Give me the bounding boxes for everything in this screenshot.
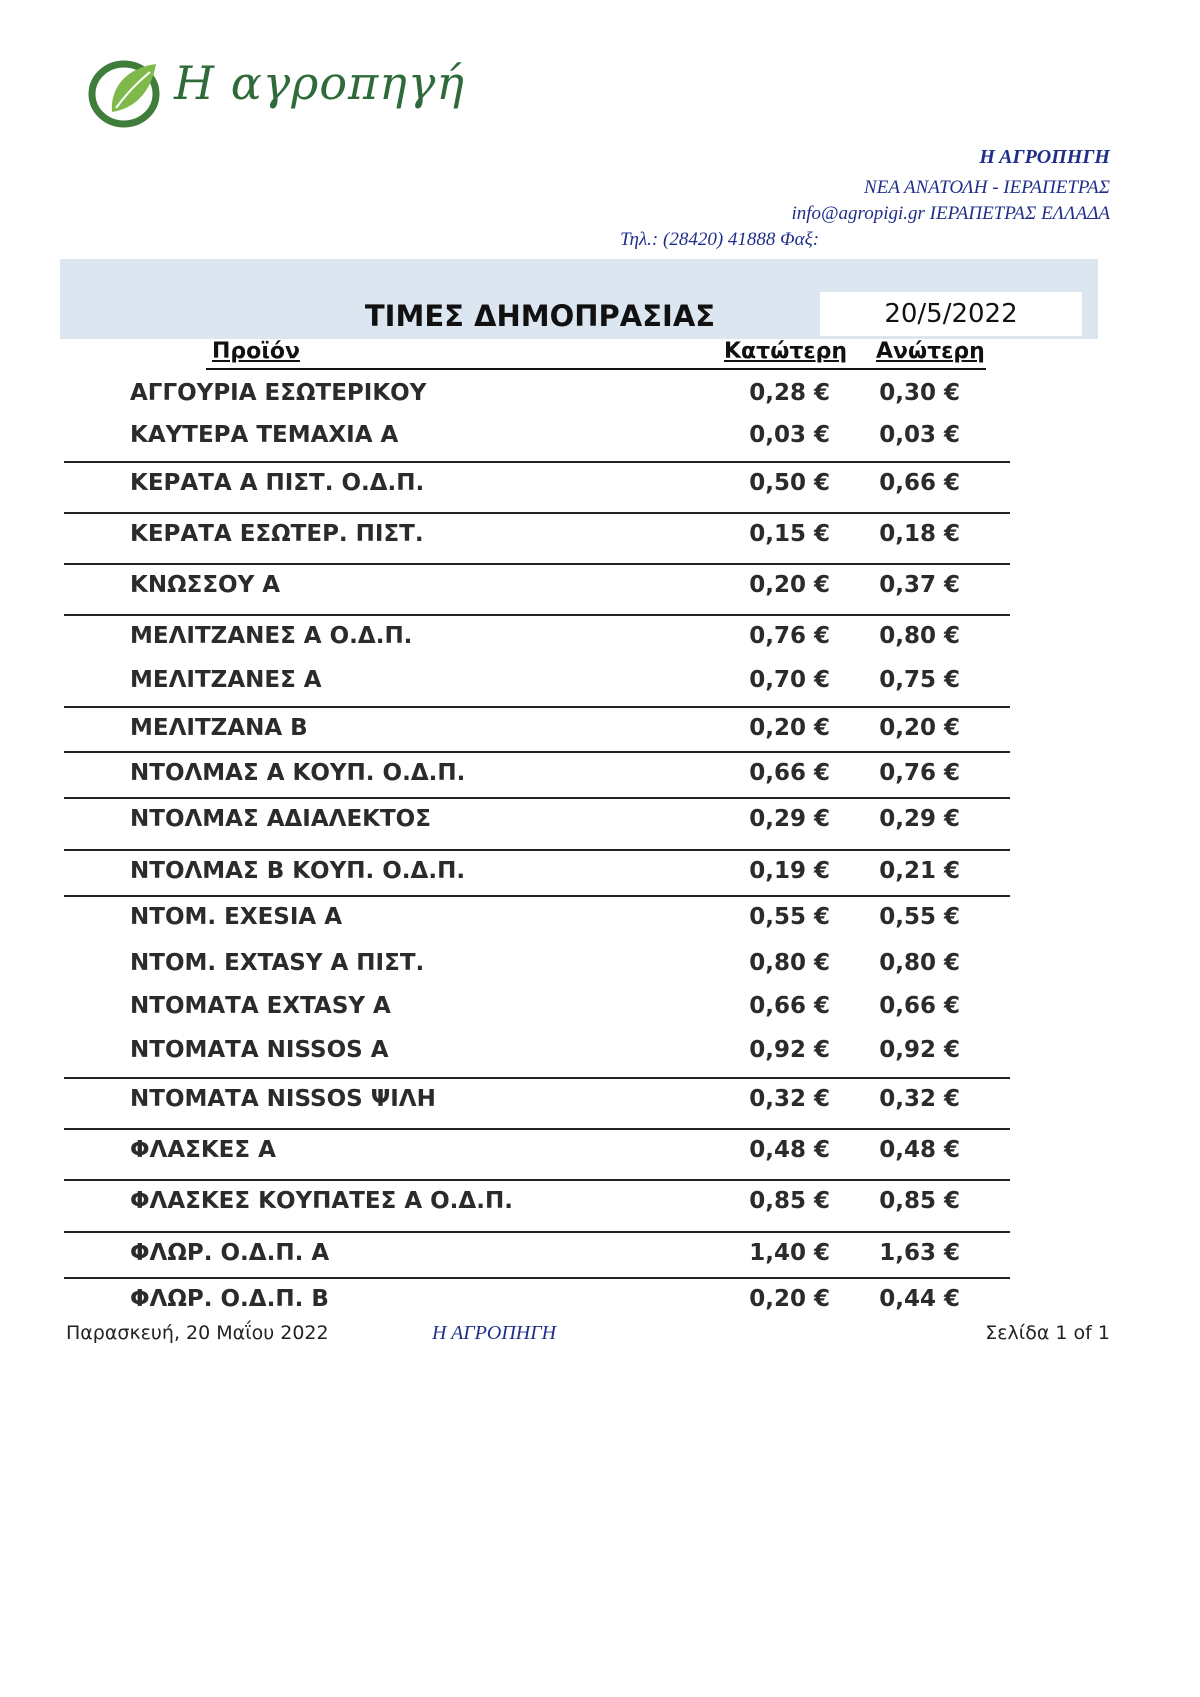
row-divider — [64, 1277, 1010, 1279]
company-logo — [86, 52, 465, 142]
high-price: 0,20 € — [879, 715, 960, 741]
footer-date: Παρασκευή, 20 Μαΐου 2022 — [66, 1322, 329, 1344]
table-row — [0, 1234, 1200, 1274]
table-row — [0, 374, 1200, 414]
low-price: 0,50 € — [749, 470, 830, 496]
low-price: 0,70 € — [749, 667, 830, 693]
table-row — [0, 515, 1200, 555]
company-address: ΝΕΑ ΑΝΑΤΟΛΗ - ΙΕΡΑΠΕΤΡΑΣ — [864, 177, 1110, 198]
table-row — [0, 566, 1200, 606]
low-price: 0,29 € — [749, 806, 830, 832]
table-row — [0, 661, 1200, 701]
row-divider — [64, 797, 1010, 799]
table-row — [0, 1031, 1200, 1071]
table-row — [0, 416, 1200, 456]
table-row — [0, 944, 1200, 984]
low-price: 0,55 € — [749, 904, 830, 930]
product-name: ΚΕΡΑΤΑ ΕΣΩΤΕΡ. ΠΙΣΤ. — [130, 521, 424, 547]
row-divider — [64, 1128, 1010, 1130]
high-price: 1,63 € — [879, 1240, 960, 1266]
high-price: 0,80 € — [879, 623, 960, 649]
high-price: 0,44 € — [879, 1286, 960, 1312]
table-row — [0, 1131, 1200, 1171]
high-price: 0,30 € — [879, 380, 960, 406]
product-name: ΝΤΟΜΑΤΑ EXTASY A — [130, 993, 391, 1019]
product-name: ΦΛΑΣΚΕΣ ΚΟΥΠΑΤΕΣ Α Ο.Δ.Π. — [130, 1188, 513, 1214]
product-name: ΝΤΟΜΑΤΑ NISSOS A — [130, 1037, 389, 1063]
high-price: 0,29 € — [879, 806, 960, 832]
low-price: 0,20 € — [749, 715, 830, 741]
high-price: 0,37 € — [879, 572, 960, 598]
high-price: 0,66 € — [879, 993, 960, 1019]
table-row — [0, 754, 1200, 794]
company-phone: Τηλ.: (28420) 41888 Φαξ: — [620, 229, 820, 250]
product-name: ΜΕΛΙΤΖΑΝΕΣ Α — [130, 667, 322, 693]
high-price: 0,55 € — [879, 904, 960, 930]
row-divider — [64, 849, 1010, 851]
page-title: ΤΙΜΕΣ ΔΗΜΟΠΡΑΣΙΑΣ — [364, 299, 716, 333]
row-divider — [64, 751, 1010, 753]
high-price: 0,92 € — [879, 1037, 960, 1063]
high-price: 0,76 € — [879, 760, 960, 786]
product-name: ΝΤΟΜ. EXESIA A — [130, 904, 343, 930]
product-name: ΝΤΟΜΑΤΑ NISSOS ΨΙΛΗ — [130, 1086, 436, 1112]
low-price: 0,32 € — [749, 1086, 830, 1112]
table-row — [0, 1080, 1200, 1120]
table-row — [0, 1280, 1200, 1320]
low-price: 0,28 € — [749, 380, 830, 406]
product-name: ΝΤΟΜ. EXTASY A ΠΙΣΤ. — [130, 950, 425, 976]
row-divider — [64, 461, 1010, 463]
high-price: 0,80 € — [879, 950, 960, 976]
low-price: 0,20 € — [749, 1286, 830, 1312]
table-row — [0, 1182, 1200, 1222]
company-name: Η ΑΓΡΟΠΗΓΗ — [979, 146, 1110, 168]
column-header-low: Κατώτερη — [724, 339, 848, 364]
row-divider — [64, 512, 1010, 514]
column-header-product: Προϊόν — [212, 339, 300, 364]
table-row — [0, 987, 1200, 1027]
low-price: 0,15 € — [749, 521, 830, 547]
company-email: info@agropigi.gr ΙΕΡΑΠΕΤΡΑΣ ΕΛΛΑΔΑ — [791, 203, 1110, 224]
row-divider — [64, 1231, 1010, 1233]
auction-date: 20/5/2022 — [820, 292, 1082, 336]
row-divider — [64, 706, 1010, 708]
table-row — [0, 464, 1200, 504]
high-price: 0,21 € — [879, 858, 960, 884]
table-row — [0, 800, 1200, 840]
footer-company: Η ΑΓΡΟΠΗΓΗ — [432, 1322, 557, 1344]
product-name: ΚΑΥΤΕΡΑ ΤΕΜΑΧΙΑ Α — [130, 422, 399, 448]
table-row — [0, 898, 1200, 938]
product-name: ΝΤΟΛΜΑΣ Β ΚΟΥΠ. Ο.Δ.Π. — [130, 858, 466, 884]
low-price: 0,66 € — [749, 760, 830, 786]
low-price: 0,80 € — [749, 950, 830, 976]
low-price: 0,48 € — [749, 1137, 830, 1163]
high-price: 0,75 € — [879, 667, 960, 693]
leaf-logo-icon — [86, 52, 170, 130]
header-underline — [206, 368, 986, 370]
low-price: 0,20 € — [749, 572, 830, 598]
high-price: 0,48 € — [879, 1137, 960, 1163]
product-name: ΜΕΛΙΤΖΑΝΕΣ Α Ο.Δ.Π. — [130, 623, 413, 649]
row-divider — [64, 1077, 1010, 1079]
high-price: 0,03 € — [879, 422, 960, 448]
row-divider — [64, 563, 1010, 565]
low-price: 0,66 € — [749, 993, 830, 1019]
table-row — [0, 709, 1200, 749]
high-price: 0,32 € — [879, 1086, 960, 1112]
low-price: 0,92 € — [749, 1037, 830, 1063]
column-header-high: Ανώτερη — [876, 339, 985, 364]
row-divider — [64, 895, 1010, 897]
product-name: ΝΤΟΛΜΑΣ ΑΔΙΑΛΕΚΤΟΣ — [130, 806, 431, 832]
high-price: 0,66 € — [879, 470, 960, 496]
logo-wordmark: Η αγροπηγή — [174, 56, 465, 110]
low-price: 1,40 € — [749, 1240, 830, 1266]
low-price: 0,76 € — [749, 623, 830, 649]
low-price: 0,19 € — [749, 858, 830, 884]
high-price: 0,18 € — [879, 521, 960, 547]
product-name: ΝΤΟΛΜΑΣ Α ΚΟΥΠ. Ο.Δ.Π. — [130, 760, 466, 786]
row-divider — [64, 1179, 1010, 1181]
title-band — [60, 259, 1098, 339]
product-name: ΚΝΩΣΣΟΥ Α — [130, 572, 281, 598]
product-name: ΚΕΡΑΤΑ Α ΠΙΣΤ. Ο.Δ.Π. — [130, 470, 425, 496]
row-divider — [64, 614, 1010, 616]
high-price: 0,85 € — [879, 1188, 960, 1214]
product-name: ΦΛΑΣΚΕΣ Α — [130, 1137, 276, 1163]
low-price: 0,85 € — [749, 1188, 830, 1214]
product-name: ΑΓΓΟΥΡΙΑ ΕΣΩΤΕΡΙΚΟΥ — [130, 380, 427, 406]
company-header — [590, 146, 1110, 253]
product-name: ΦΛΩΡ. Ο.Δ.Π. Β — [130, 1286, 329, 1312]
product-name: ΦΛΩΡ. Ο.Δ.Π. Α — [130, 1240, 330, 1266]
product-name: ΜΕΛΙΤΖΑΝΑ Β — [130, 715, 308, 741]
footer-page-number: Σελίδα 1 of 1 — [985, 1322, 1110, 1344]
table-row — [0, 852, 1200, 892]
table-row — [0, 617, 1200, 657]
low-price: 0,03 € — [749, 422, 830, 448]
